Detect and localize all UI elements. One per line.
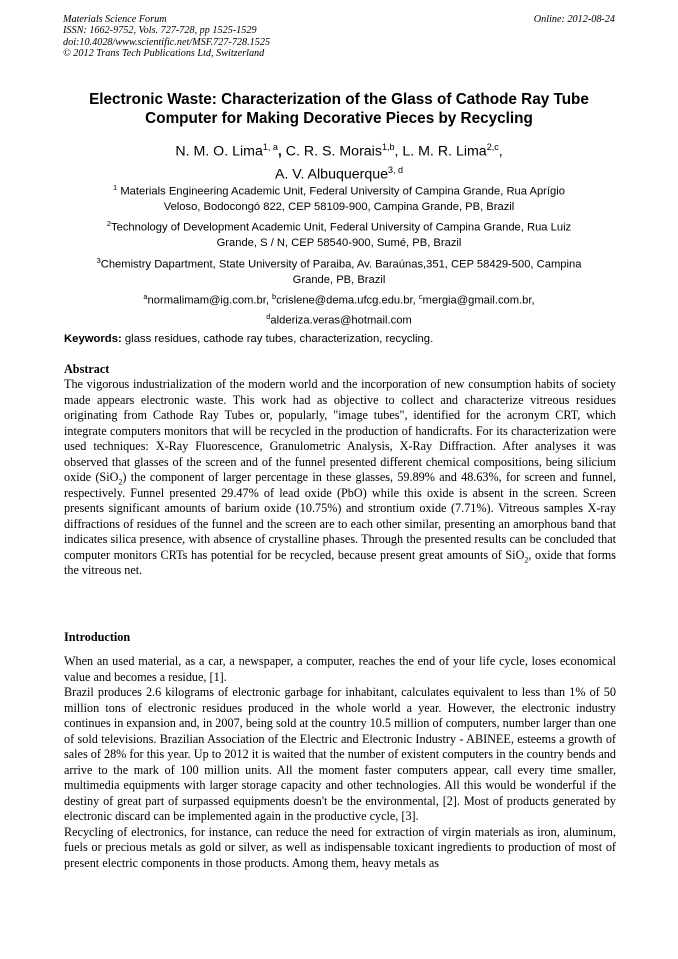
email-link[interactable]: crislene@dema.ufcg.edu.br, — [276, 294, 419, 307]
author-name: C. R. S. Morais — [285, 143, 382, 160]
keywords-text: glass residues, cathode ray tubes, characterization, recycling. — [121, 333, 434, 345]
copyright-line: © 2012 Trans Tech Publications Ltd, Switzerland — [63, 47, 265, 59]
affiliation-1 — [66, 180, 612, 215]
author-name: L. M. R. Lima — [402, 143, 487, 160]
affiliation-text: Technology of Development Academic Unit, Federal University of Campina Grande, Rua Luiz — [111, 221, 572, 234]
affiliation-number: 3 — [96, 256, 101, 265]
affiliation-text: Grande, PB, Brazil — [292, 273, 386, 286]
affiliation-number: 1 — [113, 183, 118, 192]
introduction-heading: Introduction — [64, 630, 131, 644]
affiliation-text: Chemistry Dapartment, State University of Paraiba, Av. Baraúnas,351, CEP 58429-500, Campina — [100, 258, 582, 271]
abstract-body: The vigorous industrialization of the modern world and the incorporation of new consumption habits of society made appears electronic waste. This work had as objective to collect and characterize vitreous residues originating from Cathode Ray Tubes or, popularly, "image tubes", identified for the acronym CRT, which integrate computers monitors that will be recycled in the production of handicrafts. For its characterization were used techniques: X-Ray Fluorescence, Granulometric Analysis, X-Ray Diffraction. After analyses it was observed that glasses of the screen and of the funnel presented different chemical compositions, being silicium oxide (SiO$_2$) the component of larger percentage in these glasses, 59.89% and 48.63%, for screen and funnel, respectively. Funnel presented 29.47% of lead oxide (PbO) while this oxide is absent in the screen. Screen presents significant amounts of barium oxide (10.75%) and strontium oxide (7.71%). Vitreous samples X-ray diffractions of residues of the funnel and the screen are to each other similar, presenting an amorphous band that indicates silica presence, with absence of crystalline phases. Through the presented results can be concluded that computer monitors CRTs has potential for be recycled, because present great amounts of SiO$_2$, oxide that forms the vitreous net. — [64, 377, 616, 577]
online-date: Online: 2012-08-24 — [533, 14, 615, 25]
author-separator: , — [498, 143, 503, 160]
affiliation-2 — [66, 216, 612, 251]
author-separator: , — [277, 143, 286, 160]
paper-title — [60, 90, 618, 128]
title-line-1: Electronic Waste: Characterization of the Glass of Cathode Ray Tube — [89, 91, 589, 108]
paragraph: Recycling of electronics, for instance, can reduce the need for extraction of virgin materials as iron, aluminum, fuels or precious metals as gold or silver, as well as indispensable toxicant ingredients to production of most of present electric components in those products. Among them, heavy metals as — [64, 824, 616, 870]
paragraph: Brazil produces 2.6 kilograms of electronic garbage for inhabitant, calculates equivalent to less than 1% of 50 million tons of electronic residues produced in the whole world a year. However, the electronic industry continues in expansion and, in 2007, being sold at the country 10.5 million of computers, number larger than one of sold televisions. Brazilian Association of the Electric and Electronic Industry - ABINEE, esteems a growth of sales of 28% for this year. Up to 2012 it is waited that the number of existent computers in the country bends and arrive to the mark of 100 million units. All the moment faster computers appear, call every time smaller, multimedia equipments with larger storage capacity and other technologies. All this would be wonderful if the destiny of great part of surpassed equipments doesn't be the environmental, [2]. Most of products generated by electronic discard can be implemented again in the productive cycle, [3]. — [64, 685, 616, 823]
email-link[interactable]: mergia@gmail.com.br, — [422, 294, 535, 307]
journal-header — [63, 14, 270, 59]
keywords-label: Keywords: — [64, 333, 122, 345]
author-sup: 1, a — [262, 142, 278, 152]
abstract-heading: Abstract — [64, 362, 110, 376]
affiliation-text: Veloso, Bodocongó 822, CEP 58109-900, Campina Grande, PB, Brazil — [163, 200, 515, 213]
issn-line: ISSN: 1662-9752, Vols. 727-728, pp 1525-1529 — [63, 25, 257, 37]
doi-line[interactable]: doi:10.4028/www.scientific.net/MSF.727-728.1525 — [63, 36, 271, 48]
author-list — [60, 138, 618, 183]
introduction-body — [64, 654, 616, 871]
affiliation-3 — [66, 253, 612, 288]
affiliation-text: Grande, S / N, CEP 58540-900, Sumé, PB, Brazil — [216, 236, 462, 249]
author-separator: , — [394, 143, 403, 160]
author-emails: $^a$normalimam@ig.com.br, $^b$crislene@dema.ufcg.edu.br, $^c$mergia@gmail.com.br, $^d$alderiza.veras@hotmail.com — [143, 292, 535, 327]
affiliation-text: Materials Engineering Academic Unit, Federal University of Campina Grande, Rua Aprígio — [120, 185, 565, 198]
email-link[interactable]: normalimam@ig.com.br, — [147, 294, 273, 307]
author-sup: 2,c — [486, 142, 499, 152]
authors-line-1 — [60, 138, 618, 161]
keywords — [64, 332, 616, 346]
author-name: N. M. O. Lima — [175, 143, 263, 160]
journal-name: Materials Science Forum — [63, 14, 167, 25]
author-sup: 1,b — [381, 142, 395, 152]
title-line-2: Computer for Making Decorative Pieces by Recycling — [145, 110, 533, 127]
author-sup: 3, d — [388, 164, 404, 175]
author-name: A. V. Albuquerque — [274, 166, 389, 183]
affiliation-number: 2 — [106, 219, 111, 228]
email-link[interactable]: alderiza.veras@hotmail.com — [270, 314, 412, 327]
paragraph: When an used material, as a car, a newspaper, a computer, reaches the end of your life cycle, loses economical value and becomes a residue, [1]. — [64, 654, 616, 684]
